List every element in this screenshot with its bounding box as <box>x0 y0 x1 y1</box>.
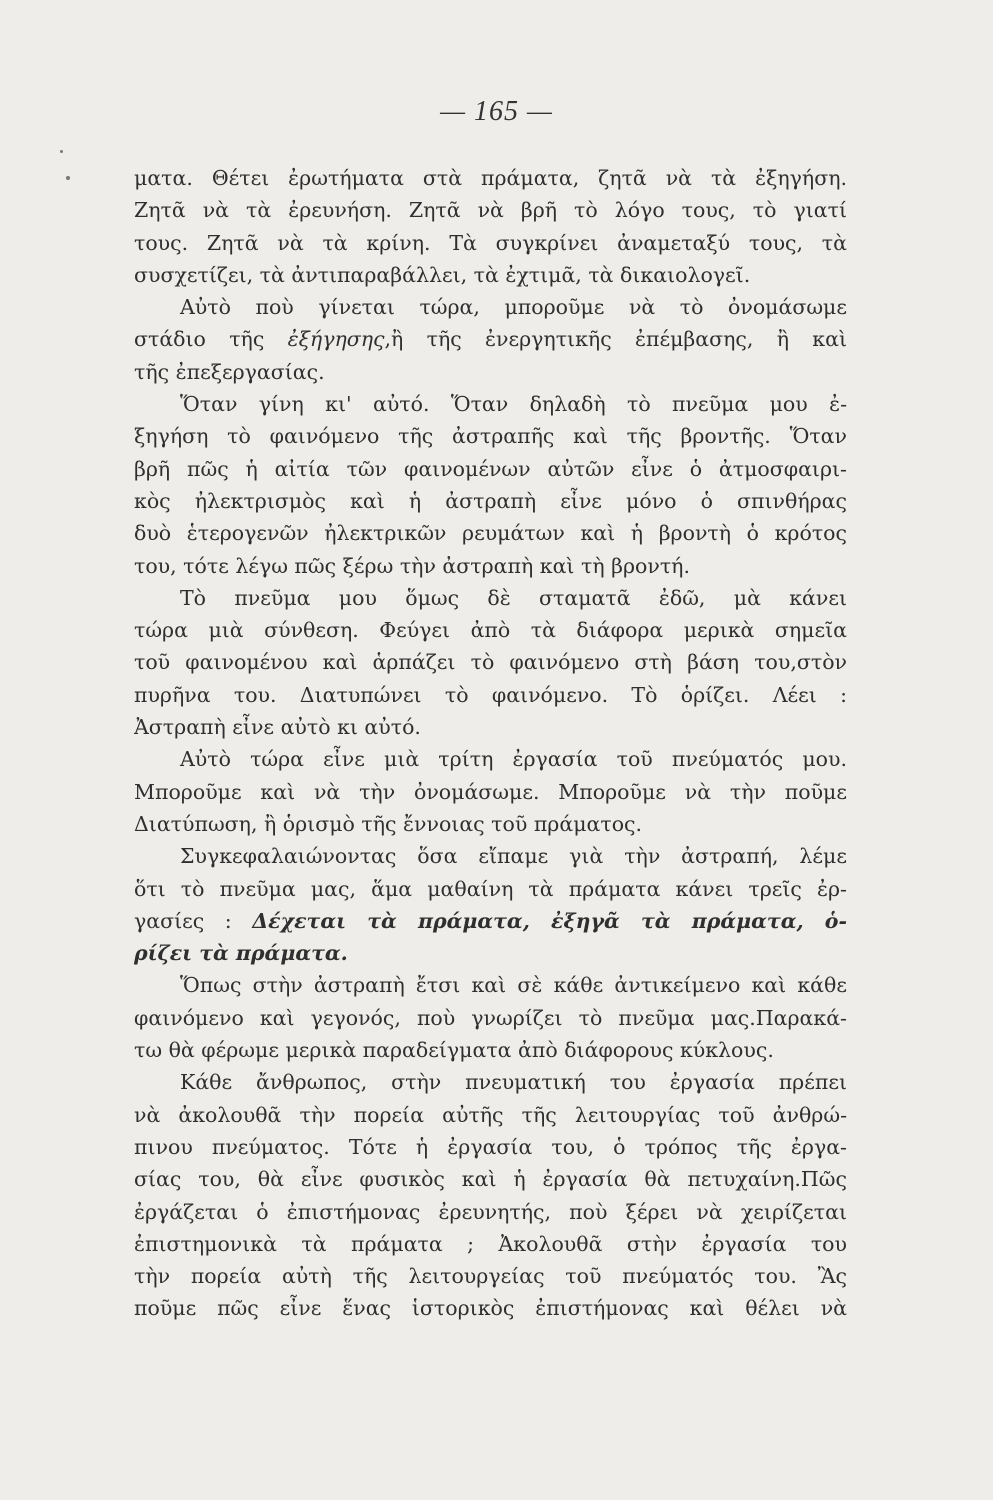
text-line <box>134 453 847 485</box>
text-line <box>134 323 847 355</box>
line-text: τω θὰ φέρωμε μερικὰ παραδείγματα ἀπὸ διάφορους κύκλους. <box>134 1038 774 1063</box>
line-text: ματα. Θέτει ἐρωτήματα στὰ πράματα, ζητᾶ νὰ τὰ ἐξηγήση. <box>134 166 847 190</box>
text-line <box>134 259 847 291</box>
text-line <box>134 905 847 937</box>
text-line <box>134 1228 847 1260</box>
line-text: τώρα μιὰ σύνθεση. Φεύγει ἀπὸ τὰ διάφορα μερικὰ σημεῖα <box>134 618 847 643</box>
text-line <box>134 291 847 323</box>
line-text: Ζητᾶ νὰ τὰ ἐρευνήση. Ζητᾶ νὰ βρῆ τὸ λόγο τους, τὸ γιατί <box>134 198 847 223</box>
text-line <box>134 743 847 775</box>
text-line <box>134 1131 847 1163</box>
line-text: τοῦ φαινομένου καὶ ἁρπάζει τὸ φαινόμενο στὴ βάση του,στὸν <box>134 650 847 675</box>
text-line <box>134 1163 847 1195</box>
text-line <box>134 1066 847 1098</box>
margin-speck <box>60 150 63 153</box>
text-line <box>134 969 847 1001</box>
line-text: Διατύπωση, ἢ ὁρισμὸ τῆς ἔννοιας τοῦ πράματος. <box>134 811 643 836</box>
line-text: γασίες : <box>134 908 253 933</box>
line-text: πυρῆνα του. Διατυπώνει τὸ φαινόμενο. Τὸ ὁρίζει. Λέει : <box>134 682 847 707</box>
line-text: Τὸ πνεῦμα μου ὅμως δὲ σταματᾶ ἐδῶ, μὰ κάνει <box>180 585 847 610</box>
text-line <box>134 711 847 743</box>
text-line <box>134 1292 847 1324</box>
text-line <box>134 388 847 420</box>
line-text: τους. Ζητᾶ νὰ τὰ κρίνη. Τὰ συγκρίνει ἀναμεταξύ τους, τὰ <box>134 230 847 255</box>
line-text: πινου πνεύματος. Τότε ἡ ἐργασία του, ὁ τρόπος τῆς ἐργα- <box>134 1134 847 1159</box>
line-text: συσχετίζει, τὰ ἀντιπαραβάλλει, τὰ ἐχτιμᾶ, τὰ δικαιολογεῖ. <box>134 262 751 287</box>
line-text: ἐργάζεται ὁ ἐπιστήμονας ἐρευνητής, ποὺ ξέρει νὰ χειρίζεται <box>134 1199 847 1224</box>
text-line <box>134 1002 847 1034</box>
line-text: κὸς ἠλεκτρισμὸς καὶ ἡ ἀστραπὴ εἶνε μόνο ὁ σπινθήρας <box>134 488 847 513</box>
line-text: Κάθε ἄνθρωπος, στὴν πνευματική του ἐργασία πρέπει <box>180 1070 847 1095</box>
line-text: Αὐτὸ τώρα εἶνε μιὰ τρίτη ἐργασία τοῦ πνεύματός μου. <box>180 747 847 772</box>
text-line <box>134 162 847 194</box>
text-line <box>134 227 847 259</box>
text-line <box>134 420 847 452</box>
line-text: σίας του, θὰ εἶνε φυσικὸς καὶ ἡ ἐργασία θὰ πετυχαίνη.Πῶς <box>134 1167 847 1192</box>
line-text: βρῆ πῶς ἡ αἰτία τῶν φαινομένων αὐτῶν εἶνε ὁ ἀτμοσφαιρι- <box>134 456 847 481</box>
line-text: ἐπιστημονικὰ τὰ πράματα ; Ἀκολουθᾶ στὴν ἐργασία του <box>134 1231 847 1256</box>
line-text: Ὅπως στὴν ἀστραπὴ ἔτσι καὶ σὲ κάθε ἀντικείμενο καὶ κάθε <box>180 973 847 998</box>
line-text: τῆς ἐπεξεργασίας. <box>134 359 325 384</box>
text-line <box>134 1099 847 1131</box>
line-text: φαινόμενο καὶ γεγονός, ποὺ γνωρίζει τὸ πνεῦμα μας.Παρακά- <box>134 1005 847 1030</box>
line-text: του, τότε λέγω πῶς ξέρω τὴν ἀστραπὴ καὶ τὴ βροντή. <box>134 553 690 578</box>
text-line <box>134 1034 847 1066</box>
line-text: ξηγήση τὸ φαινόμενο τῆς ἀστραπῆς καὶ τῆς βροντῆς. Ὅταν <box>134 424 847 449</box>
text-line <box>134 194 847 226</box>
emphasized-term: ἐξήγησης <box>287 327 385 352</box>
line-text: Συγκεφαλαιώνοντας ὅσα εἴπαμε γιὰ τὴν ἀστραπή, λέμε <box>180 844 847 869</box>
margin-speck <box>66 176 70 180</box>
line-text: στάδιο τῆς <box>134 327 288 352</box>
text-line <box>134 582 847 614</box>
text-line <box>134 776 847 808</box>
line-text: ποῦμε πῶς εἶνε ἕνας ἱστορικὸς ἐπιστήμονας καὶ θέλει νὰ <box>134 1296 847 1321</box>
text-line <box>134 646 847 678</box>
line-text: τὴν πορεία αὐτὴ τῆς λειτουργείας τοῦ πνεύματός του. Ἂς <box>134 1264 847 1289</box>
line-text: Ἀστραπὴ εἶνε αὐτὸ κι αὐτό. <box>134 715 421 740</box>
text-line <box>134 937 847 969</box>
line-text: νὰ ἀκολουθᾶ τὴν πορεία αὐτῆς τῆς λειτουργίας τοῦ ἀνθρώ- <box>134 1102 847 1127</box>
text-line <box>134 808 847 840</box>
line-text: Αὐτὸ ποὺ γίνεται τώρα, μποροῦμε νὰ τὸ ὀνομάσωμε <box>180 295 847 320</box>
body-text <box>134 162 847 1325</box>
text-line <box>134 873 847 905</box>
emphasized-phrase: ρίζει τὰ πράματα. <box>134 941 348 966</box>
text-line <box>134 1196 847 1228</box>
text-line <box>134 356 847 388</box>
text-line <box>134 679 847 711</box>
line-text: Ὅταν γίνη κι' αὐτό. Ὅταν δηλαδὴ τὸ πνεῦμα μου ἐ- <box>180 392 847 417</box>
text-line <box>134 1260 847 1292</box>
page-number: — 165 — <box>440 96 553 127</box>
emphasized-phrase: Δέχεται τὰ πράματα, ἐξηγᾶ τὰ πράματα, ὁ- <box>252 908 847 933</box>
line-text: ὅτι τὸ πνεῦμα μας, ἅμα μαθαίνη τὰ πράματα κάνει τρεῖς ἐρ- <box>134 876 847 901</box>
text-line <box>134 550 847 582</box>
line-text: δυὸ ἑτερογενῶν ἠλεκτρικῶν ρευμάτων καὶ ἡ βροντὴ ὁ κρότος <box>134 521 847 546</box>
text-line <box>134 614 847 646</box>
line-text: ,ἢ τῆς ἐνεργητικῆς ἐπέμβασης, ἢ καὶ <box>384 327 847 352</box>
line-text: Μποροῦμε καὶ νὰ τὴν ὀνομάσωμε. Μποροῦμε νὰ τὴν ποῦμε <box>134 779 847 804</box>
text-line <box>134 840 847 872</box>
text-line <box>134 485 847 517</box>
text-line <box>134 517 847 549</box>
